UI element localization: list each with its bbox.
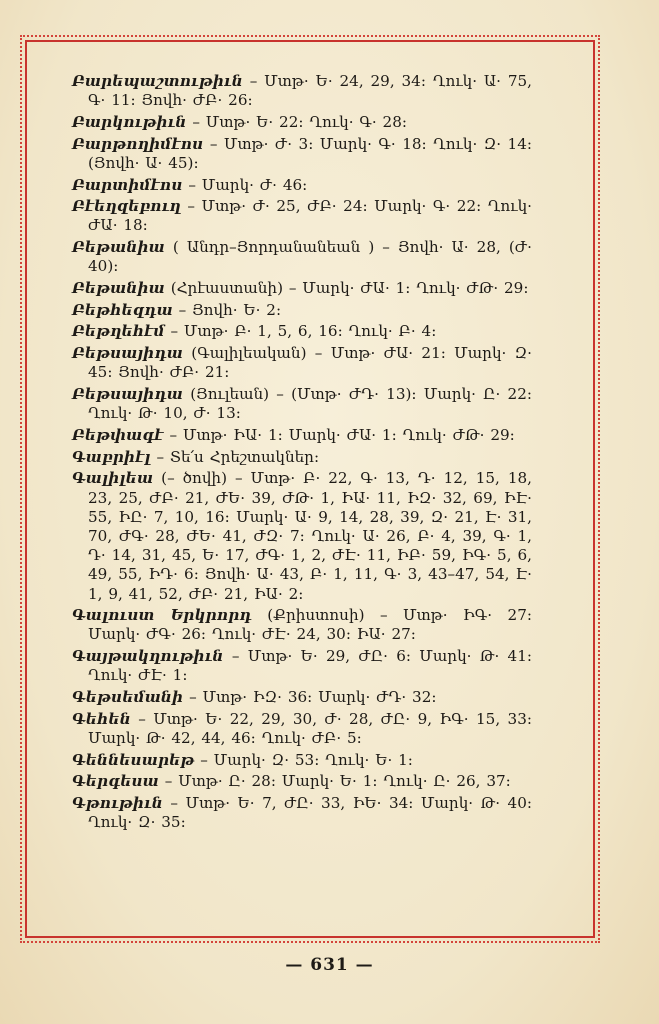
entry-headword: Բեթսայիդա (72, 344, 183, 363)
index-entry (72, 751, 532, 770)
entry-references: – Մտթ· Բ· 1, 5, 6, 16: Ղուկ· Բ· 4: (170, 322, 437, 341)
index-entry (72, 301, 532, 320)
entry-headword: Բէեղզեբուղ (72, 197, 181, 216)
entry-headword: Գթութիւն (72, 794, 163, 813)
entry-references: – Մտթ· Ե· 22, 29, 30, Ժ· 28, ԺԸ· 9, ԻԳ· 15, 33: Մարկ· Թ· 42, 44, 46: Ղուկ· ԺԲ· 5: (88, 709, 532, 747)
entry-headword: Գաբրիէլ (72, 447, 151, 466)
index-entry (72, 176, 532, 195)
entry-references: – Մտթ· Ե· 22: Ղուկ· Գ· 28: (192, 112, 407, 131)
entry-references: – Մտթ· Ե· 24, 29, 34: Ղուկ· Ա· 75, Գ· 11: Յովհ· ԺԲ· 26: (88, 72, 533, 110)
entry-headword: Գեթսեմանի (72, 688, 184, 707)
entry-headword: Գեննեսարեթ (72, 750, 195, 769)
entry-references: – Մտթ· Ե· 29, ԺԸ· 6: Մարկ· Թ· 41: Ղուկ· ԺԷ· 1: (88, 647, 533, 685)
index-entry (72, 794, 532, 832)
entry-references: – Մտթ· ԻԱ· 1: Մարկ· ԺԱ· 1: Ղուկ· ԺԹ· 29: (169, 425, 515, 444)
index-entry (72, 72, 532, 110)
entry-references: – Տե՛ս Հրեշտակներ: (156, 447, 320, 466)
index-entry (72, 135, 532, 173)
index-entry (72, 426, 532, 445)
entry-headword: Բեթանիա (72, 238, 165, 257)
entry-headword: Գայթակղութիւն (72, 647, 224, 666)
entry-headword: Գերգեսա (72, 772, 159, 791)
page-number: — 631 — (285, 955, 374, 975)
index-list (72, 72, 532, 835)
entry-headword: Բարկութիւն (72, 112, 187, 131)
entry-references: – Մտթ· ԻԶ· 36: Մարկ· ԺԴ· 32: (189, 688, 437, 707)
index-entry (72, 279, 532, 298)
entry-references: (Յուլեան) – (Մտթ· ԺԴ· 13): Մարկ· Ը· 22: Ղուկ· Թ· 10, Ժ· 13: (88, 385, 532, 423)
index-entry (72, 385, 532, 423)
entry-headword: Բեթղեհէմ (72, 322, 165, 341)
index-entry (72, 344, 532, 382)
entry-references: ( Անդր–Յորդանանեան ) – Յովհ· Ա· 28, (Ժ· 40): (88, 238, 532, 276)
entry-headword: Բարեպաշտութիւն (72, 72, 243, 90)
entry-headword: Բարթողիմէոս (72, 134, 204, 153)
index-entry (72, 322, 532, 341)
entry-headword: Բարտիմէոս (72, 175, 183, 194)
entry-references: – Մարկ· Ժ· 46: (188, 175, 308, 194)
entry-references: (– ծովի) – Մտթ· Բ· 22, Գ· 13, Դ· 12, 15, 18, 23, 25, ԺԲ· 21, ԺԵ· 39, ԺԹ· 1, ԻԱ· 11, ԻԶ· 32, 69, ԻԷ· 55, ԻԸ· 7, 10, 16: Մարկ· Ա· 9, 14, 28, 39, Զ· 21, Է· 31, 70, ԺԳ· 28, ԺԵ· 41, ԺԶ· 7: Ղուկ· Ա· 26, Բ· 4, 39, Գ· 1, Դ· 14, 31, 45, Ե· 17, ԺԳ· 1, 2, ԺԷ· 11, ԻԲ· 59, ԻԳ· 5, 6, 49, 55, ԻԴ· 6: Յովհ· Ա· 43, Բ· 1, 11, Գ· 3, 43–47, 54, Է· 1, 9, 41, 52, ԺԲ· 21, ԻԱ· 2: (88, 469, 533, 603)
index-entry (72, 647, 532, 685)
index-entry (72, 710, 532, 748)
index-entry (72, 113, 532, 132)
index-entry (72, 688, 532, 707)
entry-references: – Մտթ· Ե· 7, ԺԸ· 33, ԻԵ· 34: Մարկ· Թ· 40: Ղուկ· Զ· 35: (88, 794, 533, 832)
entry-headword: Գալիլեա (72, 469, 154, 488)
entry-references: (Գալիլեական) – Մտթ· ԺԱ· 21: Մարկ· Զ· 45: Յովհ· ԺԲ· 21: (88, 344, 533, 382)
entry-references: – Մտթ· Ժ· 25, ԺԲ· 24: Մարկ· Գ· 22: Ղուկ· ԺԱ· 18: (88, 197, 532, 235)
entry-references: – Մտթ· Ը· 28: Մարկ· Ե· 1: Ղուկ· Ը· 26, 37: (164, 772, 511, 791)
index-entry (72, 197, 532, 235)
entry-references: – Յովհ· Ե· 2: (178, 300, 282, 319)
index-entry (72, 238, 532, 276)
index-entry (72, 772, 532, 791)
entry-headword: Բեթսայիդա (72, 385, 183, 404)
entry-headword: Գեհեն (72, 709, 131, 728)
entry-headword: Բեթանիա (72, 279, 165, 298)
entry-references: (Հրէաստանի) – Մարկ· ԺԱ· 1: Ղուկ· ԺԹ· 29: (170, 279, 529, 298)
index-entry (72, 448, 532, 467)
entry-headword: Բեթհեզդա (72, 300, 173, 319)
index-entry (72, 606, 532, 644)
index-entry (72, 469, 532, 603)
entry-headword: Բեթփագէ (72, 425, 164, 444)
entry-references: – Մտթ· Ժ· 3: Մարկ· Գ· 18: Ղուկ· Զ· 14: (Յովհ· Ա· 45): (88, 134, 532, 172)
entry-headword: Գալուստ Երկրորդ (72, 606, 252, 625)
entry-references: (Քրիստոսի) – Մտթ· ԻԳ· 27: Մարկ· ԺԳ· 26: Ղուկ· ԺԷ· 24, 30: ԻԱ· 27: (88, 606, 532, 644)
entry-references: – Մարկ· Զ· 53: Ղուկ· Ե· 1: (200, 750, 413, 769)
